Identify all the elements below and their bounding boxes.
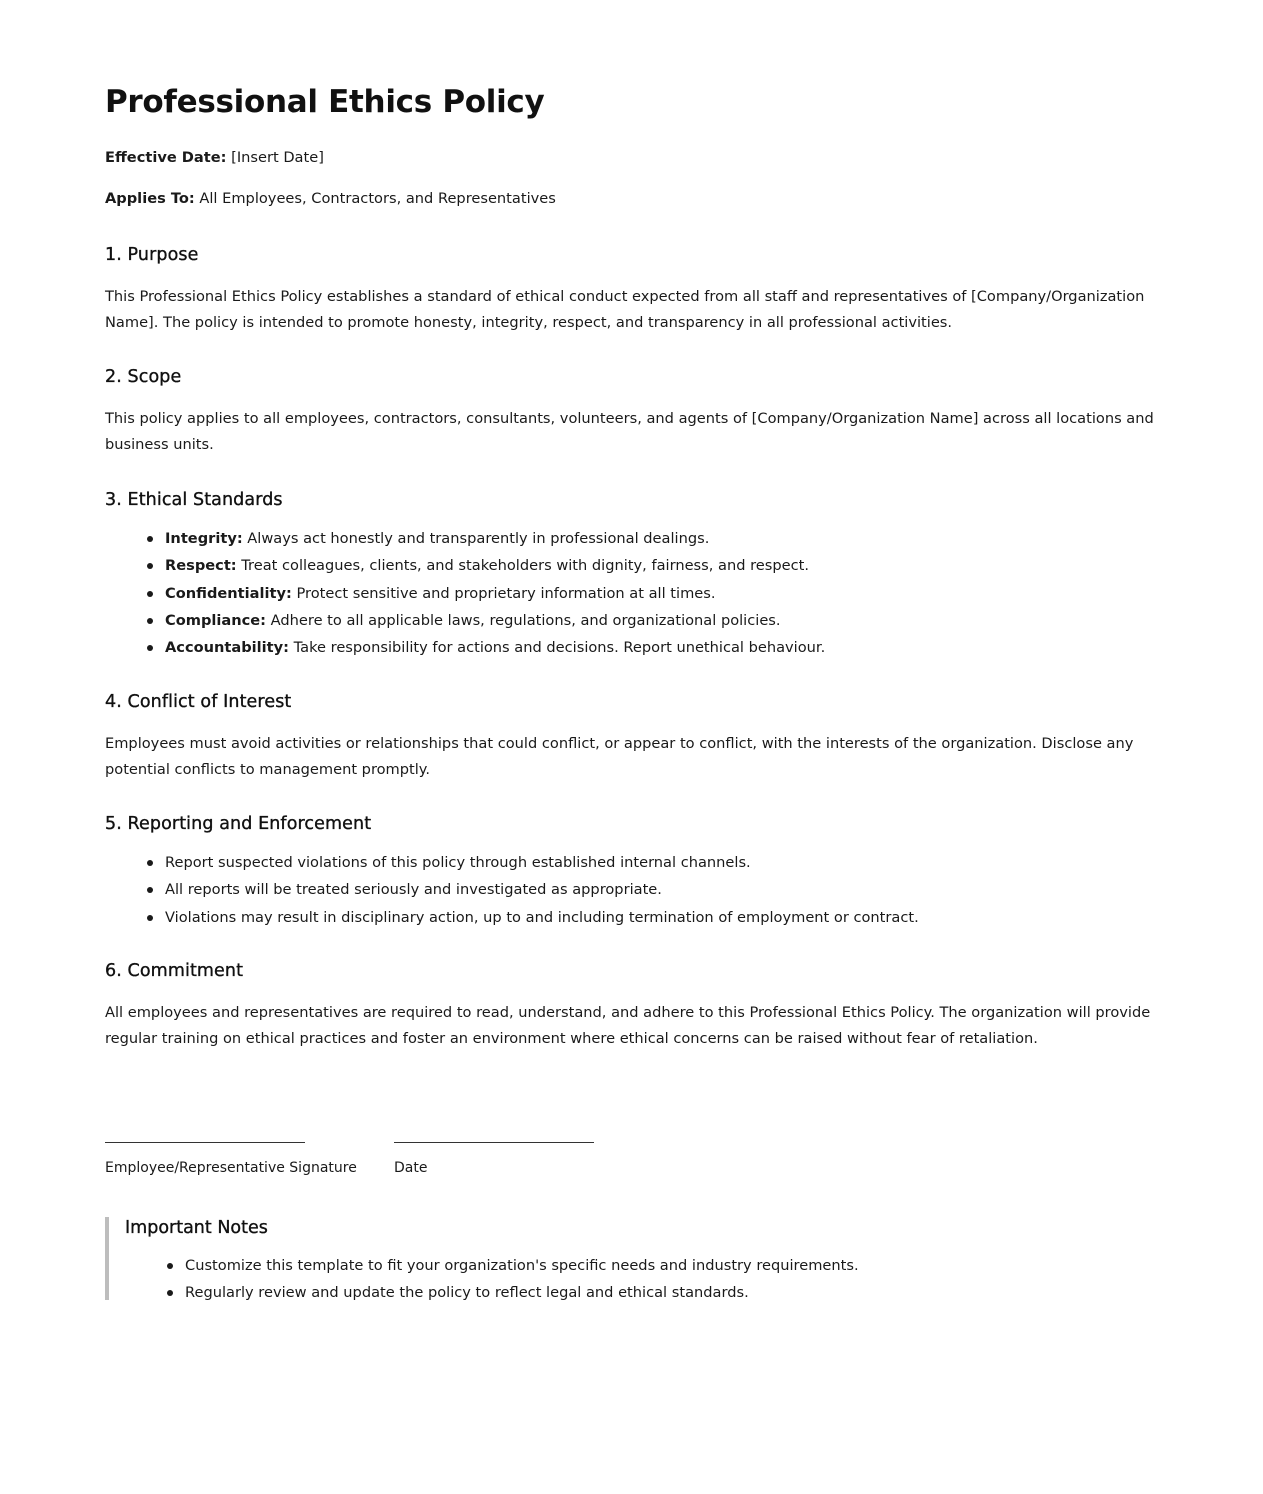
applies-to-label: Applies To: (105, 190, 195, 207)
effective-date-value: [Insert Date] (226, 149, 324, 166)
bullet-icon (167, 1290, 173, 1296)
reporting-heading: 5. Reporting and Enforcement (105, 814, 372, 834)
standard-text: Take responsibility for actions and decisions. Report unethical behaviour. (289, 639, 826, 657)
standard-term: Accountability: (165, 639, 290, 657)
important-notes (105, 1217, 1167, 1300)
note-text: Customize this template to fit your organization's specific needs and industry requirements. (185, 1257, 859, 1274)
purpose-heading: 1. Purpose (105, 245, 199, 265)
bullet-icon (167, 1263, 173, 1269)
list-item (165, 638, 825, 665)
standard-term: Compliance: (165, 611, 267, 629)
standard-text: Adhere to all applicable laws, regulations, and organizational policies. (266, 611, 781, 629)
list-item (185, 1256, 859, 1283)
applies-to-value: All Employees, Contractors, and Representatives (194, 190, 556, 207)
standard-term: Confidentiality: (165, 584, 292, 602)
bullet-icon (147, 860, 153, 866)
standard-term: Integrity: (165, 530, 243, 547)
list-item (165, 853, 919, 880)
purpose-text: This Professional Ethics Policy establishes a standard of ethical conduct expected from all staff and representatives of [Company/Organization Name]. The policy is intended to promote honesty, integrity, respect, and transparency in all professional activities. (105, 288, 1145, 331)
reporting-item-text: Violations may result in disciplinary action, up to and including termination of employment or contract. (165, 908, 919, 926)
conflict-heading: 4. Conflict of Interest (105, 692, 292, 712)
standard-text: Treat colleagues, clients, and stakeholders with dignity, fairness, and respect. (236, 557, 810, 575)
commitment-text: All employees and representatives are required to read, understand, and adhere to this Professional Ethics Policy. The organization will provide regular training on ethical practices and foster an environment where ethical concerns can be raised without fear of retaliation. (105, 1004, 1151, 1047)
list-item (165, 584, 825, 611)
list-item (185, 1283, 859, 1300)
list-item (165, 880, 919, 907)
reporting-list (105, 853, 919, 935)
date-line (394, 1142, 594, 1143)
scope-text: This policy applies to all employees, contractors, consultants, volunteers, and agents of [Company/Organization Name] across all locations and business units. (105, 410, 1154, 453)
bullet-icon (147, 536, 153, 542)
standard-text: Protect sensitive and proprietary information at all times. (291, 584, 716, 602)
list-item (165, 556, 825, 583)
standard-term: Respect: (165, 557, 237, 575)
bullet-icon (147, 591, 153, 597)
notes-heading: Important Notes (125, 1218, 268, 1238)
bullet-icon (147, 887, 153, 893)
bullet-icon (147, 563, 153, 569)
list-item (165, 611, 825, 638)
standards-list (105, 529, 825, 665)
conflict-text: Employees must avoid activities or relationships that could conflict, or appear to conflict, with the interests of the organization. Disclose any potential conflicts to management promptly. (105, 735, 1134, 778)
list-item (165, 908, 919, 935)
applies-to (105, 189, 556, 209)
list-item (165, 529, 825, 556)
effective-date-label: Effective Date: (105, 149, 227, 166)
standard-text: Always act honestly and transparently in professional dealings. (242, 530, 710, 547)
commitment-heading: 6. Commitment (105, 961, 244, 981)
scope-heading: 2. Scope (105, 367, 182, 387)
notes-list (125, 1256, 859, 1300)
signature-label: Employee/Representative Signature (105, 1160, 357, 1176)
date-label: Date (394, 1160, 428, 1176)
signature-line (105, 1142, 305, 1143)
page-title: Professional Ethics Policy (105, 84, 545, 120)
bullet-icon (147, 915, 153, 921)
standards-heading: 3. Ethical Standards (105, 490, 283, 510)
bullet-icon (147, 645, 153, 651)
note-text: Regularly review and update the policy to reflect legal and ethical standards. (185, 1284, 749, 1300)
bullet-icon (147, 618, 153, 624)
effective-date (105, 148, 324, 168)
reporting-item-text: All reports will be treated seriously and investigated as appropriate. (165, 881, 662, 899)
reporting-item-text: Report suspected violations of this policy through established internal channels. (165, 854, 751, 871)
